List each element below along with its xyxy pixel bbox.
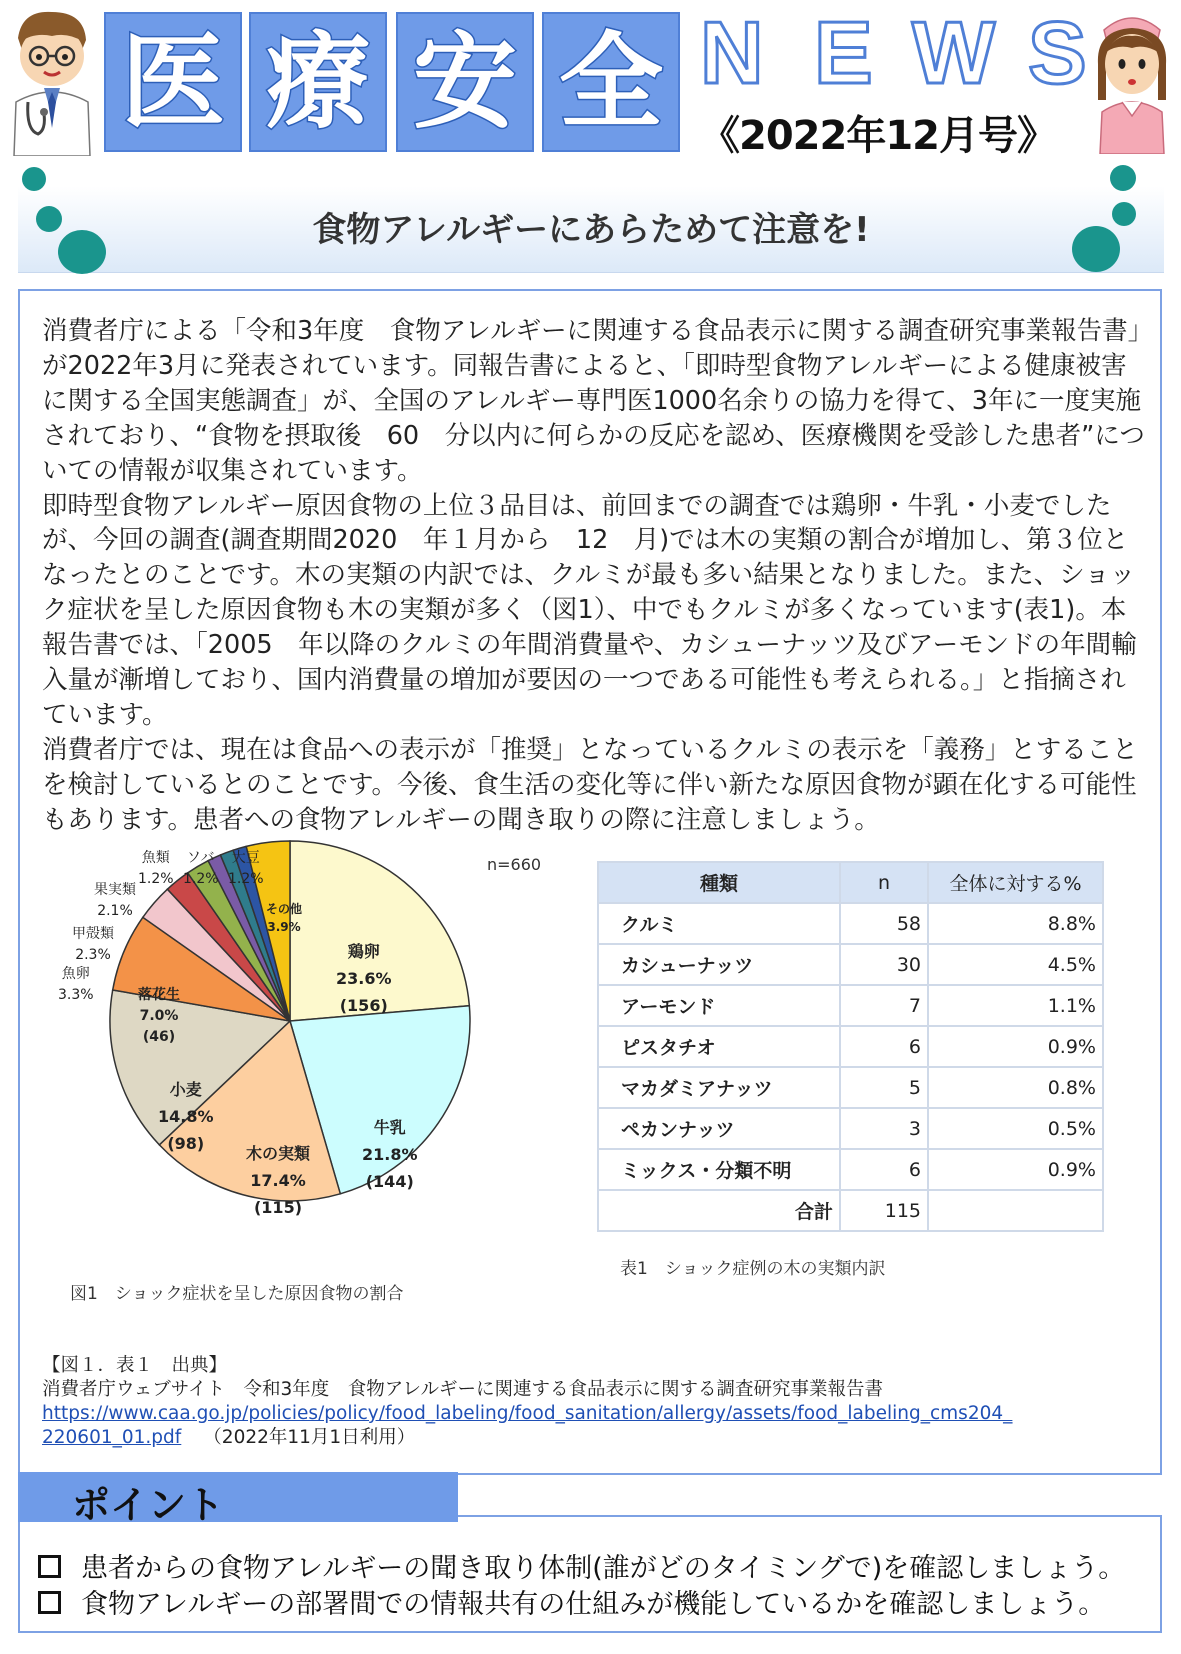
table-caption: 表1 ショック症例の木の実類内訳: [620, 1259, 886, 1279]
table-row: [598, 1026, 1103, 1067]
table-row: [598, 944, 1103, 985]
point-item: [38, 1582, 1105, 1621]
slice-count: (156): [339, 996, 388, 1015]
title-kanji: 安: [412, 21, 517, 143]
slice-name: 落花生: [138, 987, 180, 1003]
source-link[interactable]: 220601_01.pdf: [42, 1427, 182, 1448]
slice-name: 大豆: [231, 850, 260, 866]
table-total-label: 合計: [598, 1190, 840, 1231]
point-item-text: 食物アレルギーの部署間での情報共有の仕組みが機能しているかを確認しましょう。: [81, 1589, 1106, 1620]
pie-label-peanut: [138, 985, 180, 1048]
slice-count: (115): [253, 1198, 303, 1217]
article-paragraph: 消費者庁では、現在は食品への表示が「推奨」となっているクルミの表示を「義務」とすることを検討しているとのことです。今後、食生活の変化等に伴い新たな原因食物が顕在化する可能性もあります。患者への食物アレルギーの聞き取りの際に注意しましょう。: [42, 734, 1138, 835]
slice-name: 木の実類: [246, 1144, 311, 1163]
source-block: [42, 1354, 1152, 1450]
point-title: ポイント: [72, 1483, 225, 1527]
table-cell: ミックス・分類不明: [598, 1149, 840, 1190]
table-cell: 0.9%: [928, 1026, 1103, 1067]
tree-nut-table: [597, 861, 1104, 1232]
decor-dot: [22, 167, 46, 191]
table-cell-empty: [928, 1190, 1103, 1231]
slice-pct: 21.8%: [362, 1145, 418, 1164]
table-cell: 0.9%: [928, 1149, 1103, 1190]
table-cell: 30: [840, 944, 928, 985]
source-url-line: [42, 1402, 1152, 1426]
slice-count: (46): [142, 1029, 176, 1045]
slice-name: 小麦: [169, 1080, 202, 1099]
title-kanji: 医: [120, 21, 225, 143]
table-cell: マカダミアナッツ: [598, 1067, 840, 1108]
table-cell: 7: [840, 985, 928, 1026]
slice-name: 甲殻類: [72, 926, 114, 942]
table-row: [598, 903, 1103, 944]
nurse-mascot-icon: [1086, 4, 1178, 154]
pie-label-tree-nuts: [246, 1140, 310, 1221]
slice-pct: 14.8%: [158, 1107, 214, 1126]
slice-pct: 7.0%: [139, 1008, 179, 1024]
source-link[interactable]: https://www.caa.go.jp/policies/policy/food_labeling/food_sanitation/allergy/assets/food_labeling_cms204_: [42, 1403, 1013, 1424]
slice-name: 牛乳: [373, 1118, 406, 1137]
article-body: [42, 314, 1146, 838]
table-cell: ペカンナッツ: [598, 1108, 840, 1149]
slice-name: 魚卵: [61, 966, 90, 982]
article-paragraph: 消費者庁による「令和3年度 食物アレルギーに関連する食品表示に関する調査研究事業報告書」が2022年3月に発表されています。同報告書によると、「即時型食物アレルギーによる健康被害に関する全国実態調査」が、全国のアレルギー専門医1000名余りの協力を得て、3年に一度実施されており、“食物を摂取後 60 分以内に何らかの反応を認め、医療機関を受診した患者”についての情報が収集されています。: [42, 316, 1145, 486]
table-cell: ピスタチオ: [598, 1026, 840, 1067]
title-kanji-box: [104, 12, 242, 152]
title-kanji-box: [249, 12, 387, 152]
slice-pct: 3.3%: [58, 987, 94, 1003]
table-cell: 58: [840, 903, 928, 944]
slice-pct: 23.6%: [336, 969, 392, 988]
title-kanji-box: [542, 12, 680, 152]
decor-dot: [36, 206, 62, 232]
figure-caption: 図1 ショック症状を呈した原因食物の割合: [70, 1284, 404, 1304]
source-accessed: （2022年11月1日利用）: [203, 1427, 416, 1448]
slice-name: 果実類: [94, 882, 136, 898]
table-cell: クルミ: [598, 903, 840, 944]
source-heading: 【図１．表１ 出典】: [42, 1355, 228, 1376]
news-letter: W: [912, 3, 996, 102]
decor-dot: [1072, 226, 1120, 272]
table-row: [598, 1149, 1103, 1190]
slice-pct: 2.3%: [75, 947, 111, 963]
slice-count: (98): [167, 1134, 205, 1153]
slice-name: その他: [266, 902, 303, 916]
pie-label-shellfish: [72, 924, 114, 966]
table-cell: 0.5%: [928, 1108, 1103, 1149]
pie-label-wheat: [158, 1076, 214, 1157]
title-kanji: 全: [558, 21, 663, 143]
table-cell: カシューナッツ: [598, 944, 840, 985]
chart-n-label: n=660: [487, 855, 542, 874]
pie-label-egg: [336, 938, 392, 1019]
pie-label-other: [266, 900, 302, 936]
pie-label-fish: [138, 848, 174, 890]
article-paragraph: 即時型食物アレルギー原因食物の上位３品目は、前回までの調査では鶏卵・牛乳・小麦でしたが、今回の調査(調査期間2020 年１月から 12 月)では木の実類の割合が増加し、第３位となったとのことです。木の実類の内訳では、クルミが最も多い結果となりました。また、ショック症状を呈した原因食物も木の実類が多く（図1）、中でもクルミが多くなっています(表1)。本報告書では、「2005 年以降のクルミの年間消費量や、カシューナッツ及びアーモンドの年間輸入量が漸増しており、国内消費量の増加が要因の一つである可能性も考えられる。」と指摘されています。: [42, 490, 1137, 730]
table-header: 種類: [598, 862, 840, 903]
pie-label-buckwheat: [183, 848, 219, 890]
table-header: 全体に対する%: [928, 862, 1103, 903]
table-cell: 6: [840, 1026, 928, 1067]
point-item-text: 患者からの食物アレルギーの聞き取り体制(誰がどのタイミングで)を確認しましょう。: [81, 1553, 1126, 1584]
source-line: 消費者庁ウェブサイト 令和3年度 食物アレルギーに関連する食品表示に関する調査研究事業報告書: [42, 1379, 884, 1400]
checkbox-icon: [38, 1555, 61, 1578]
news-letter: E: [814, 3, 873, 102]
source-url-line: [42, 1426, 1152, 1450]
slice-pct: 17.4%: [250, 1171, 306, 1190]
issue-date: 《2022年12月号》: [700, 113, 1056, 159]
slice-name: 鶏卵: [347, 942, 380, 961]
table-cell: 3: [840, 1108, 928, 1149]
table-cell: 4.5%: [928, 944, 1103, 985]
headline-title: 食物アレルギーにあらためて注意を!: [312, 210, 870, 250]
decor-dot: [58, 230, 106, 274]
slice-pct: 3.9%: [267, 920, 301, 934]
table-header: n: [840, 862, 928, 903]
checkbox-icon: [38, 1591, 61, 1614]
slice-count: (144): [365, 1172, 414, 1191]
pie-label-fish-roe: [58, 964, 94, 1006]
table-header-row: [598, 862, 1103, 903]
slice-name: 魚類: [141, 850, 170, 866]
slice-pct: 2.1%: [97, 903, 133, 919]
news-letter: N: [700, 3, 764, 102]
table-cell: 0.8%: [928, 1067, 1103, 1108]
table-total-row: [598, 1190, 1103, 1231]
table-total-n: 115: [840, 1190, 928, 1231]
doctor-mascot-icon: [6, 6, 98, 156]
pie-label-milk: [362, 1114, 418, 1195]
table-cell: 5: [840, 1067, 928, 1108]
pie-label-fruit: [94, 880, 136, 922]
table-cell: 1.1%: [928, 985, 1103, 1026]
table-row: [598, 1108, 1103, 1149]
table-row: [598, 985, 1103, 1026]
slice-name: ソバ: [186, 850, 215, 866]
table-cell: 6: [840, 1149, 928, 1190]
table-cell: 8.8%: [928, 903, 1103, 944]
pie-label-soy: [228, 848, 264, 890]
point-tab: [18, 1472, 458, 1527]
table-row: [598, 1067, 1103, 1108]
slice-pct: 1.2%: [138, 871, 174, 887]
title-kanji-box: [396, 12, 534, 152]
table-cell: アーモンド: [598, 985, 840, 1026]
slice-pct: 1.2%: [228, 871, 264, 887]
news-letter: S: [1028, 3, 1087, 102]
title-kanji: 療: [265, 21, 370, 143]
slice-pct: 1.2%: [183, 871, 219, 887]
decor-dot: [1110, 165, 1136, 191]
decor-dot: [1112, 202, 1136, 226]
headline-banner: [18, 186, 1164, 273]
point-item: [38, 1546, 1125, 1585]
